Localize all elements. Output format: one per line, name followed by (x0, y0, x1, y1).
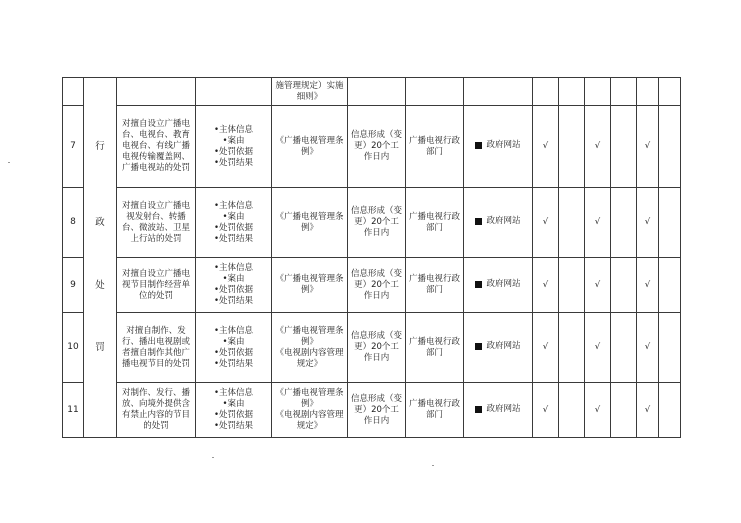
basis-item: 《广播电视管理条例》 (275, 211, 344, 233)
content-item: •主体信息 (213, 263, 253, 273)
channel-cell (464, 188, 533, 258)
category-cell (84, 383, 117, 438)
basis-item: 《广播电视管理条例》 (275, 135, 344, 157)
channel (475, 404, 520, 415)
empty-cell (196, 78, 272, 106)
content-item: •处罚依据 (213, 410, 253, 420)
check-mark: √ (542, 217, 549, 227)
content-list (196, 313, 272, 383)
content-list (196, 258, 272, 313)
content-list (196, 188, 272, 258)
item-name: 对擅自设立广播电视节目制作经营单位的处罚 (117, 258, 196, 313)
department: 广播电视行政部门 (406, 383, 464, 438)
check-mark: √ (644, 342, 651, 352)
content-item: •案由 (222, 135, 245, 146)
empty-cell (63, 78, 84, 106)
check-mark: √ (594, 217, 601, 227)
check-cell (533, 258, 559, 313)
empty-cell (659, 383, 681, 438)
continuation-row (63, 78, 681, 106)
category-cell (84, 258, 117, 313)
check-cell (533, 106, 559, 188)
empty-cell (637, 78, 659, 106)
basis-list (272, 188, 348, 258)
empty-cell (611, 78, 637, 106)
check-mark: √ (594, 141, 601, 151)
empty-cell (659, 78, 681, 106)
time-limit: 信息形成（变更）20个工作日内 (348, 106, 406, 188)
basis-list (272, 258, 348, 313)
department: 广播电视行政部门 (406, 258, 464, 313)
check-cell (585, 258, 611, 313)
empty-cell (464, 78, 533, 106)
scan-speck (432, 465, 434, 466)
empty-cell (559, 313, 585, 383)
content-item: •案由 (222, 211, 245, 222)
check-mark: √ (644, 141, 651, 151)
basis-item: 《广播电视管理条例》 (275, 325, 344, 347)
category-cell (84, 106, 117, 188)
check-cell (637, 383, 659, 438)
content-list (196, 383, 272, 438)
channel-label: 政府网站 (486, 403, 521, 414)
basis-item: 《广播电视管理条例》 (275, 274, 344, 295)
check-cell (637, 258, 659, 313)
check-cell (585, 106, 611, 188)
check-cell (533, 383, 559, 438)
content-item: •处罚结果 (213, 157, 253, 168)
check-cell (585, 188, 611, 258)
content-item: •案由 (222, 274, 245, 284)
filled-square-icon (475, 406, 482, 413)
check-mark: √ (644, 404, 651, 415)
department: 广播电视行政部门 (406, 106, 464, 188)
basis-list (272, 106, 348, 188)
content-item: •处罚依据 (213, 222, 253, 233)
check-mark: √ (594, 279, 601, 290)
time-limit: 信息形成（变更）20个工作日内 (348, 383, 406, 438)
content-item: •处罚结果 (213, 296, 253, 306)
content-list (196, 106, 272, 188)
filled-square-icon (475, 343, 482, 350)
content-item: •处罚依据 (213, 285, 253, 295)
channel-label: 政府网站 (486, 140, 521, 150)
basis-list (272, 383, 348, 438)
empty-cell (611, 383, 637, 438)
empty-cell (611, 258, 637, 313)
table-row (63, 106, 681, 188)
department: 广播电视行政部门 (406, 188, 464, 258)
check-cell (637, 313, 659, 383)
empty-cell (659, 106, 681, 188)
table-row (63, 188, 681, 258)
empty-cell (659, 313, 681, 383)
department: 广播电视行政部门 (406, 313, 464, 383)
row-number: 8 (63, 188, 84, 258)
check-mark: √ (542, 141, 549, 151)
item-name: 对擅自设立广播电台、电视台、教育电视台、有线广播电视传输覆盖网、广播电视站的处罚 (117, 106, 196, 188)
row-number: 10 (63, 313, 84, 383)
check-mark: √ (644, 217, 651, 227)
channel (475, 216, 520, 227)
channel-cell (464, 313, 533, 383)
category-char: 处 (95, 279, 105, 291)
category-char: 罚 (95, 342, 105, 353)
check-cell (533, 188, 559, 258)
scan-speck (212, 457, 214, 458)
empty-cell (559, 106, 585, 188)
time-limit: 信息形成（变更）20个工作日内 (348, 188, 406, 258)
channel-cell (464, 258, 533, 313)
content-item: •处罚依据 (213, 146, 253, 157)
basis-list (272, 313, 348, 383)
content-item: •处罚结果 (213, 421, 253, 431)
basis-item: 《电视剧内容管理规定》 (275, 410, 344, 431)
content-item: •处罚依据 (213, 347, 253, 358)
empty-cell (559, 258, 585, 313)
channel-label: 政府网站 (486, 278, 521, 289)
scan-speck (8, 162, 10, 163)
empty-cell (611, 188, 637, 258)
filled-square-icon (475, 142, 482, 149)
check-mark: √ (542, 342, 549, 352)
table-row (63, 258, 681, 313)
check-cell (585, 383, 611, 438)
content-item: •主体信息 (213, 325, 253, 336)
table-row (63, 383, 681, 438)
row-number: 9 (63, 258, 84, 313)
channel (475, 140, 520, 151)
category-char: 政 (95, 217, 105, 228)
check-mark: √ (594, 342, 601, 352)
empty-cell (559, 188, 585, 258)
empty-cell (348, 78, 406, 106)
channel (475, 341, 520, 352)
content-item: •主体信息 (213, 200, 253, 211)
basis-continuation: 施管理规定）实施细则》 (272, 78, 348, 106)
time-limit: 信息形成（变更）20个工作日内 (348, 313, 406, 383)
content-item: •案由 (222, 336, 245, 347)
item-name: 对制作、发行、播放、向境外提供含有禁止内容的节目的处罚 (117, 383, 196, 438)
channel-cell (464, 106, 533, 188)
check-mark: √ (594, 404, 601, 415)
check-cell (637, 106, 659, 188)
channel-label: 政府网站 (486, 341, 521, 351)
item-name: 对擅自设立广播电视发射台、转播台、微波站、卫星上行站的处罚 (117, 188, 196, 258)
check-cell (533, 313, 559, 383)
content-item: •主体信息 (213, 124, 253, 135)
basis-item: 《广播电视管理条例》 (275, 388, 344, 409)
empty-cell (659, 258, 681, 313)
filled-square-icon (475, 218, 482, 225)
channel-cell (464, 383, 533, 438)
empty-cell (559, 383, 585, 438)
empty-cell (611, 106, 637, 188)
category-cell (84, 313, 117, 383)
empty-cell (117, 78, 196, 106)
content-item: •处罚结果 (213, 358, 253, 369)
disclosure-table (62, 77, 681, 438)
empty-cell (533, 78, 559, 106)
channel (475, 279, 520, 290)
content-item: •处罚结果 (213, 233, 253, 244)
empty-cell (559, 78, 585, 106)
item-name: 对擅自制作、发行、播出电视剧或者擅自制作其他广播电视节目的处罚 (117, 313, 196, 383)
category-cell (84, 188, 117, 258)
check-cell (585, 313, 611, 383)
check-mark: √ (542, 279, 549, 290)
empty-cell (406, 78, 464, 106)
content-item: •主体信息 (213, 388, 253, 398)
category-char: 行 (95, 141, 105, 152)
empty-cell (585, 78, 611, 106)
check-mark: √ (542, 404, 549, 415)
channel-label: 政府网站 (486, 216, 521, 226)
category-cell (84, 78, 117, 106)
empty-cell (659, 188, 681, 258)
content-item: •案由 (222, 399, 245, 409)
check-cell (637, 188, 659, 258)
basis-item: 《电视剧内容管理规定》 (275, 347, 344, 369)
row-number: 7 (63, 106, 84, 188)
time-limit: 信息形成（变更）20个工作日内 (348, 258, 406, 313)
empty-cell (611, 313, 637, 383)
table-row (63, 313, 681, 383)
check-mark: √ (644, 279, 651, 290)
disclosure-table-page (62, 77, 680, 433)
filled-square-icon (475, 281, 482, 288)
row-number: 11 (63, 383, 84, 438)
